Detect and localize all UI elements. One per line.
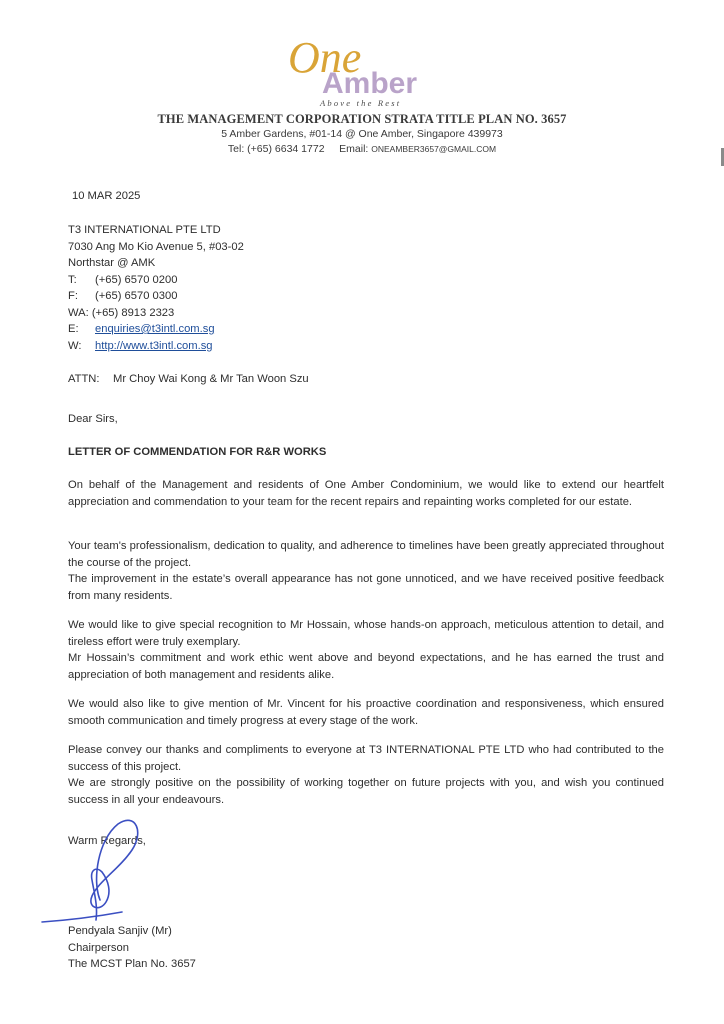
salutation: Dear Sirs, [68, 413, 118, 425]
signer-title: Chairperson [68, 941, 129, 954]
paragraph-appreciation: On behalf of the Management and residents of One Amber Condominium, we would like to extend our heartfelt appreciation and commendation to your team for the recent repairs and repainting works completed for our estate. [68, 479, 664, 508]
signer-name: Pendyala Sanjiv (Mr) [68, 925, 172, 937]
org-tel: Tel: (+65) 6634 1772 [227, 143, 325, 155]
wa-label: WA: [68, 306, 89, 319]
paragraph-professionalism-a: Your team's professionalism, dedication to quality, and adherence to timelines have been greatly appreciated throughout the course of the project. [68, 540, 664, 569]
recipient-address-line2: Northstar @ AMK [68, 257, 156, 269]
fax-label: F: [68, 290, 78, 302]
email-label: E: [68, 323, 79, 335]
recipient-email-link[interactable]: enquiries@t3intl.com.sg [95, 323, 215, 335]
logo-tagline: Above the Rest [320, 98, 402, 108]
paragraph-professionalism-b: The improvement in the estate’s overall appearance has not gone unnoticed, and we have received positive feedback from many residents. [68, 573, 664, 602]
recipient-web-row [68, 338, 244, 355]
signer-org: The MCST Plan No. 3657 [68, 958, 196, 970]
recipient-block [68, 222, 244, 354]
logo-one-text: One [288, 33, 362, 82]
logo-amber-text: Amber [322, 67, 418, 100]
one-amber-logo [282, 30, 462, 110]
recipient-fax: (+65) 6570 0300 [95, 290, 178, 302]
signer-block [68, 923, 196, 973]
recipient-web-link[interactable]: http://www.t3intl.com.sg [95, 339, 213, 352]
attn-label: ATTN: [68, 373, 100, 385]
paragraph-professionalism [68, 538, 664, 604]
org-email-label: Email: [339, 143, 369, 155]
recipient-company: T3 INTERNATIONAL PTE LTD [68, 224, 221, 236]
handwritten-signature [40, 810, 150, 935]
tel-label: T: [68, 273, 77, 286]
web-label: W: [68, 339, 82, 352]
org-email: ONEAMBER3657@GMAIL.COM [371, 144, 497, 154]
org-address: 5 Amber Gardens, #01-14 @ One Amber, Singapore 439973 [221, 128, 503, 140]
paragraph-thanks-a: Please convey our thanks and compliments to everyone at T3 INTERNATIONAL PTE LTD who had contributed to the success of this project. [68, 744, 664, 773]
paragraph-thanks-b: We are strongly positive on the possibility of working together on future projects with you, and wish you continued success in all your endeavours. [68, 777, 664, 806]
attn-names: Mr Choy Wai Kong & Mr Tan Woon Szu [113, 373, 309, 385]
attn-line [68, 371, 309, 388]
paragraph-thanks [68, 742, 664, 808]
letter-subject: LETTER OF COMMENDATION FOR R&R WORKS [68, 446, 327, 458]
letter-date: 10 MAR 2025 [72, 190, 141, 202]
paragraph-mention: We would also like to give mention of Mr. Vincent for his proactive coordination and responsiveness, which ensured smooth communication and timely progress at every stage of the work. [68, 698, 664, 727]
recipient-tel-row [68, 272, 244, 289]
recipient-wa: (+65) 8913 2323 [91, 306, 175, 319]
org-contact [0, 143, 724, 155]
org-name: THE MANAGEMENT CORPORATION STRATA TITLE PLAN NO. 3657 [157, 112, 567, 126]
closing: Warm Regards, [68, 835, 146, 847]
recipient-tel: (+65) 6570 0200 [95, 273, 178, 286]
paragraph-recognition [68, 617, 664, 683]
recipient-email-row [68, 321, 244, 338]
recipient-fax-row [68, 288, 244, 305]
paragraph-recognition-b: Mr Hossain’s commitment and work ethic went above and beyond expectations, and he has earned the trust and appreciation of both management and residents alike. [68, 652, 664, 681]
recipient-wa-row [68, 305, 244, 322]
paragraph-recognition-a: We would like to give special recognition to Mr Hossain, whose hands-on approach, meticulous attention to detail, and tireless effort were truly exemplary. [68, 619, 664, 648]
recipient-address-line1: 7030 Ang Mo Kio Avenue 5, #03-02 [68, 240, 244, 253]
